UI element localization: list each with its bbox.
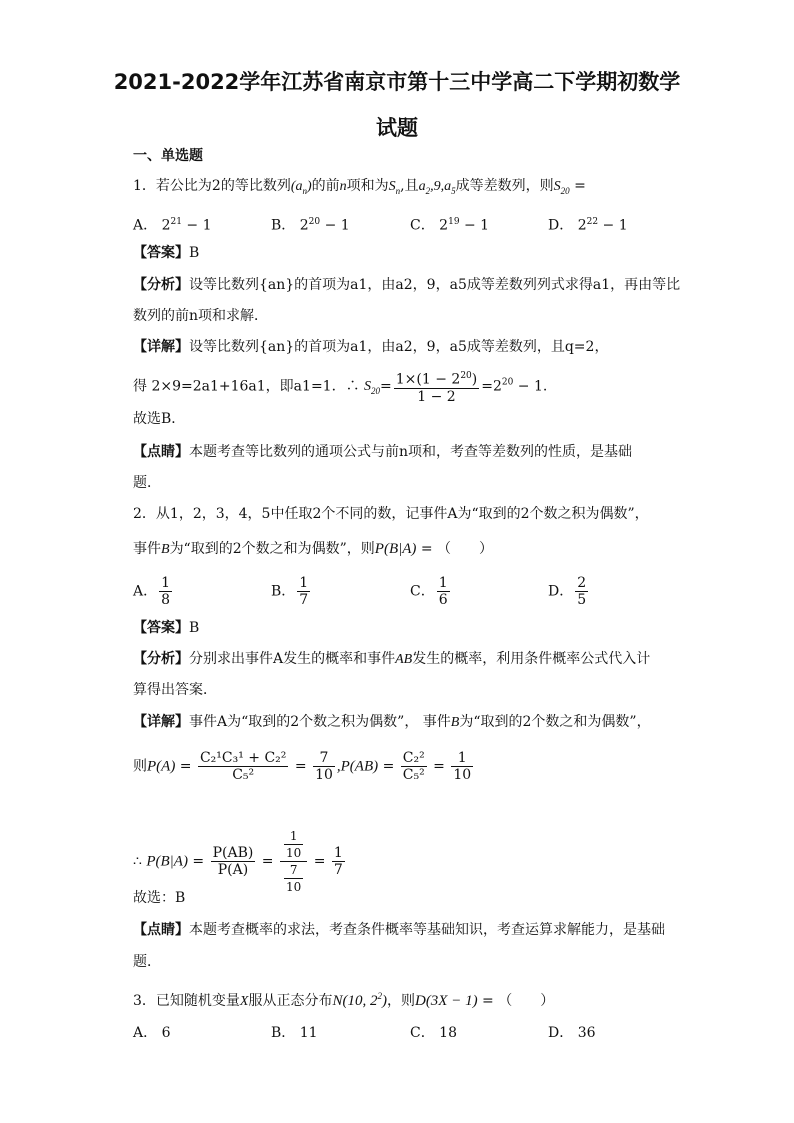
q3-option-a: A． 6 (133, 1025, 171, 1041)
q2-detail-line1: 【详解】事件A为“取到的2个数之积为偶数”， 事件B为“取到的2个数之和为偶数”， (133, 714, 651, 730)
q1-sum-fraction: $\frac{1\times(1 - 2^{20})}{1 - 2}$ (394, 368, 479, 405)
q3-option-c: C． 18 (410, 1025, 457, 1041)
q1-answer: 【答案】B (133, 245, 200, 261)
q2-stem-line2: 事件B为“取到的2个数之和为偶数”，则P(B|A) = （ ） (133, 541, 494, 557)
q1-analysis-line1: 【分析】设等比数列{an}的首项为a1，由a2，9，a5成等差数列列式求得a1，再由等比 (133, 277, 681, 293)
q2-comment-line1: 【点睛】本题考查概率的求法，考查条件概率等基础知识，考查运算求解能力，是基础 (133, 922, 665, 938)
q2-detail-conditional: ∴ P(B|A) = $\frac{P(AB)}{P(A)}$ = $\frac{\frac{1}{10}}{\frac{7}{10}}$ = $\frac{1}{7}$ (133, 829, 343, 894)
q2-option-c: C． $\frac{1}{6}$ (410, 575, 448, 608)
q2-stem-line1: 2．从1，2，3，4，5中任取2个不同的数，记事件A为“取到的2个数之积为偶数”， (133, 506, 649, 522)
q1-comment-line1: 【点睛】本题考查等比数列的通项公式与前n项和，考查等差数列的性质，是基础 (133, 444, 633, 460)
q1-option-d: D． $2^{22} - 1$ (548, 217, 628, 234)
q2-conclusion: 故选：B (133, 890, 186, 906)
q3-option-d: D． 36 (548, 1025, 596, 1041)
q2-analysis-line1: 【分析】分别求出事件A发生的概率和事件AB发生的概率，利用条件概率公式代入计 (133, 651, 651, 667)
q1-option-b: B． $2^{20} - 1$ (271, 217, 350, 234)
doc-title-line2: 试题 (376, 116, 418, 140)
q2-analysis-line2: 算得出答案． (133, 682, 217, 698)
q2-comment-line2: 题． (133, 954, 161, 970)
q1-detail-formula: 得 2×9=2a1+16a1，即a1=1．∴ $S_{20}=$ $\frac{1\times(1 - 2^{20})}{1 - 2}$ $=2^{20} - 1$. (133, 368, 547, 405)
q2-answer: 【答案】B (133, 620, 200, 636)
q2-option-b: B． $\frac{1}{7}$ (271, 575, 309, 608)
q3-stem: 3．已知随机变量X服从正态分布N(10, $2^2$)，则D(3X − 1) = （ ） (133, 991, 555, 1009)
doc-title-line1: 2021-2022学年江苏省南京市第十三中学高二下学期初数学 (113, 70, 681, 94)
q2-option-a: A． $\frac{1}{8}$ (133, 575, 171, 608)
q3-option-b: B． 11 (271, 1025, 318, 1041)
q1-detail-line1: 【详解】设等比数列{an}的首项为a1，由a2，9，a5成等差数列，且q=2， (133, 339, 609, 355)
q2-detail-probabilities: 则P(A) = $\frac{\text{C₂¹C₃¹ + C₂²}}{\text{C₅²}}$ = $\frac{7}{10}$ ,P(AB) = $\frac{\text{C₂²}}{\text{C₅²}}$ = $\frac{1}{10}$ (133, 750, 472, 783)
q2-option-d: D． $\frac{2}{5}$ (548, 575, 587, 608)
q1-comment-line2: 题． (133, 475, 161, 491)
q1-option-c: C． $2^{19} - 1$ (410, 217, 490, 234)
q1-option-a: A． $2^{21} - 1$ (133, 217, 212, 234)
q1-conclusion: 故选B． (133, 411, 186, 427)
section-heading: 一、单选题 (133, 148, 203, 164)
q1-analysis-line2: 数列的前n项和求解． (133, 308, 269, 324)
q1-stem: 1．若公比为2的等比数列$(a_n)$的前n项和为$S_n$,且$a_2,9,a_5$成等差数列，则$S_{20}$ = (133, 178, 586, 196)
